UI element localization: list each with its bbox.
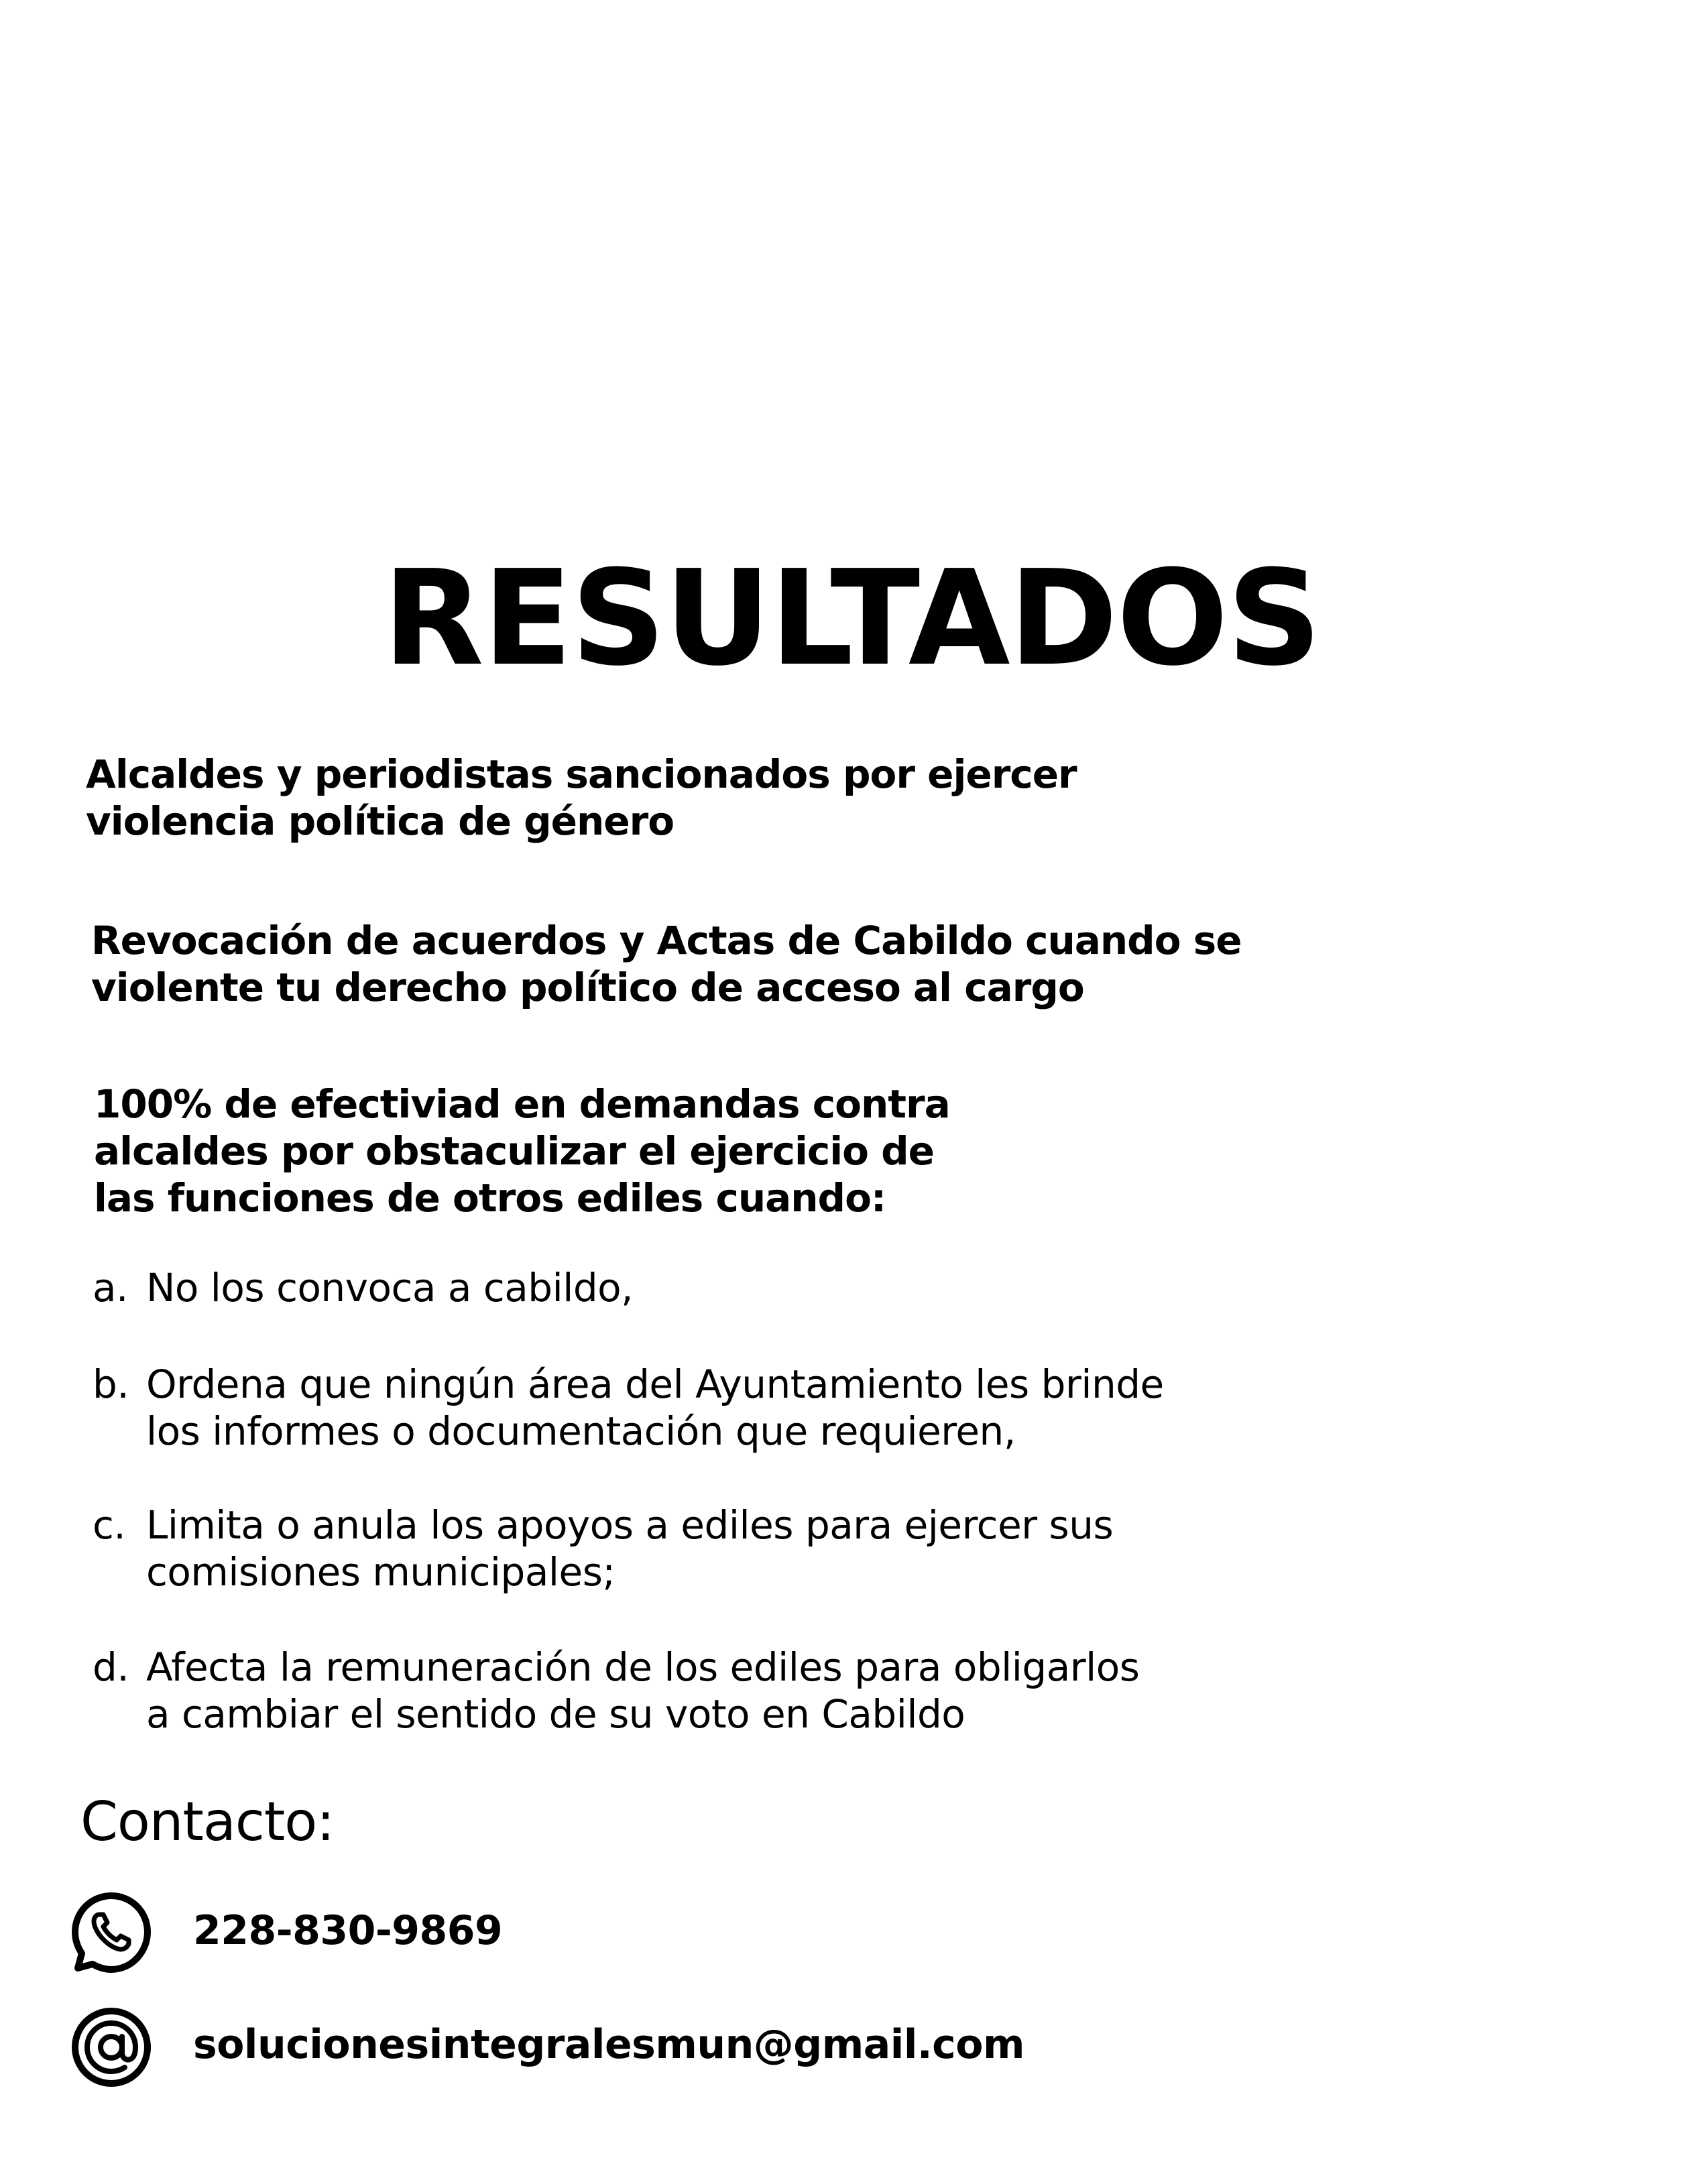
result-line: violencia política de género (86, 798, 674, 844)
whatsapp-icon (70, 1890, 153, 1974)
list-marker: c. (93, 1502, 126, 1548)
result-line: Revocación de acuerdos y Actas de Cabildo cuando se (91, 918, 1242, 963)
list-line: los informes o documentación que requieren, (146, 1408, 1016, 1454)
list-line: Limita o anula los apoyos a ediles para ejercer sus (146, 1502, 1114, 1548)
list-item-d (93, 1644, 1139, 1738)
page-title: RESULTADOS (382, 542, 1321, 695)
contact-heading: Contacto: (80, 1791, 335, 1853)
result-line: Alcaldes y periodistas sancionados por ejercer (86, 751, 1077, 797)
list-item-a (93, 1264, 633, 1311)
list-line: Ordena que ningún área del Ayuntamiento les brinde (146, 1361, 1164, 1407)
result-line: alcaldes por obstaculizar el ejercicio de (94, 1128, 935, 1174)
list-item-text (146, 1361, 1164, 1455)
phone-number[interactable]: 228-830-9869 (193, 1907, 503, 1954)
result-line: 100% de efectiviad en demandas contra (94, 1081, 950, 1127)
result-paragraph-3 (94, 1081, 950, 1221)
list-item-b (93, 1361, 1164, 1455)
result-paragraph-1 (86, 751, 1077, 845)
list-marker: d. (93, 1644, 129, 1690)
list-item-c (93, 1502, 1113, 1595)
list-line: comisiones municipales; (146, 1549, 615, 1595)
list-item-text (146, 1264, 633, 1311)
list-marker: b. (93, 1361, 129, 1407)
list-line: Afecta la remuneración de los ediles para obligarlos (146, 1644, 1140, 1690)
result-line: las funciones de otros ediles cuando: (94, 1175, 886, 1221)
result-line: violente tu derecho político de acceso al cargo (91, 965, 1084, 1010)
list-item-text (146, 1644, 1139, 1738)
at-sign-icon (70, 2006, 153, 2089)
list-line: No los convoca a cabildo, (146, 1265, 634, 1311)
list-marker: a. (93, 1265, 128, 1311)
list-line: a cambiar el sentido de su voto en Cabildo (146, 1691, 965, 1737)
result-paragraph-2 (91, 917, 1242, 1011)
list-item-text (146, 1502, 1113, 1595)
email-address[interactable]: solucionesintegralesmun@gmail.com (193, 2021, 1024, 2068)
